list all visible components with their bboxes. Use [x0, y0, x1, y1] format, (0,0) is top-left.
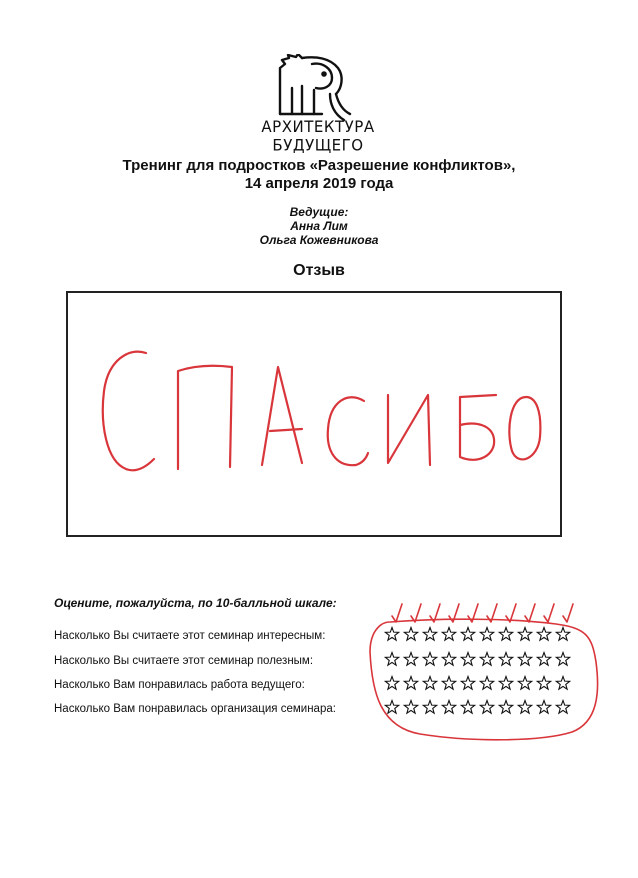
checkmark-icon	[392, 604, 402, 622]
feedback-title: Отзыв	[293, 262, 345, 279]
training-title: Тренинг для подростков «Разрешение конфликтов»,	[122, 157, 516, 174]
checkmark-icon	[411, 604, 421, 622]
rating-question: Насколько Вам понравилась организация семинара:	[54, 703, 336, 715]
rating-prompt: Оцените, пожалуйста, по 10-балльной шкале:	[54, 596, 337, 610]
checkmark-icon	[506, 604, 516, 622]
hosts-label: Ведущие:	[289, 205, 349, 219]
rating-question: Насколько Вы считаете этот семинар интересным:	[54, 630, 326, 642]
rating-question: Насколько Вы считаете этот семинар полезным:	[54, 655, 314, 667]
checkmark-icon	[525, 604, 535, 622]
host-name: Анна Лим	[290, 219, 348, 233]
host-name: Ольга Кожевникова	[259, 233, 379, 247]
checkmark-icon	[563, 604, 573, 622]
handwritten-marks	[360, 592, 610, 747]
handwritten-feedback	[66, 291, 562, 537]
handwritten-text: СПАСИБО	[66, 291, 71, 292]
elephant-logo-icon	[272, 54, 354, 122]
checkmark-icon	[544, 604, 554, 622]
logo-text: АРХИТЕКТУРА БУДУЩЕГО	[261, 117, 375, 155]
training-date: 14 апреля 2019 года	[244, 175, 394, 192]
rating-question: Насколько Вам понравилась работа ведущего:	[54, 679, 305, 691]
